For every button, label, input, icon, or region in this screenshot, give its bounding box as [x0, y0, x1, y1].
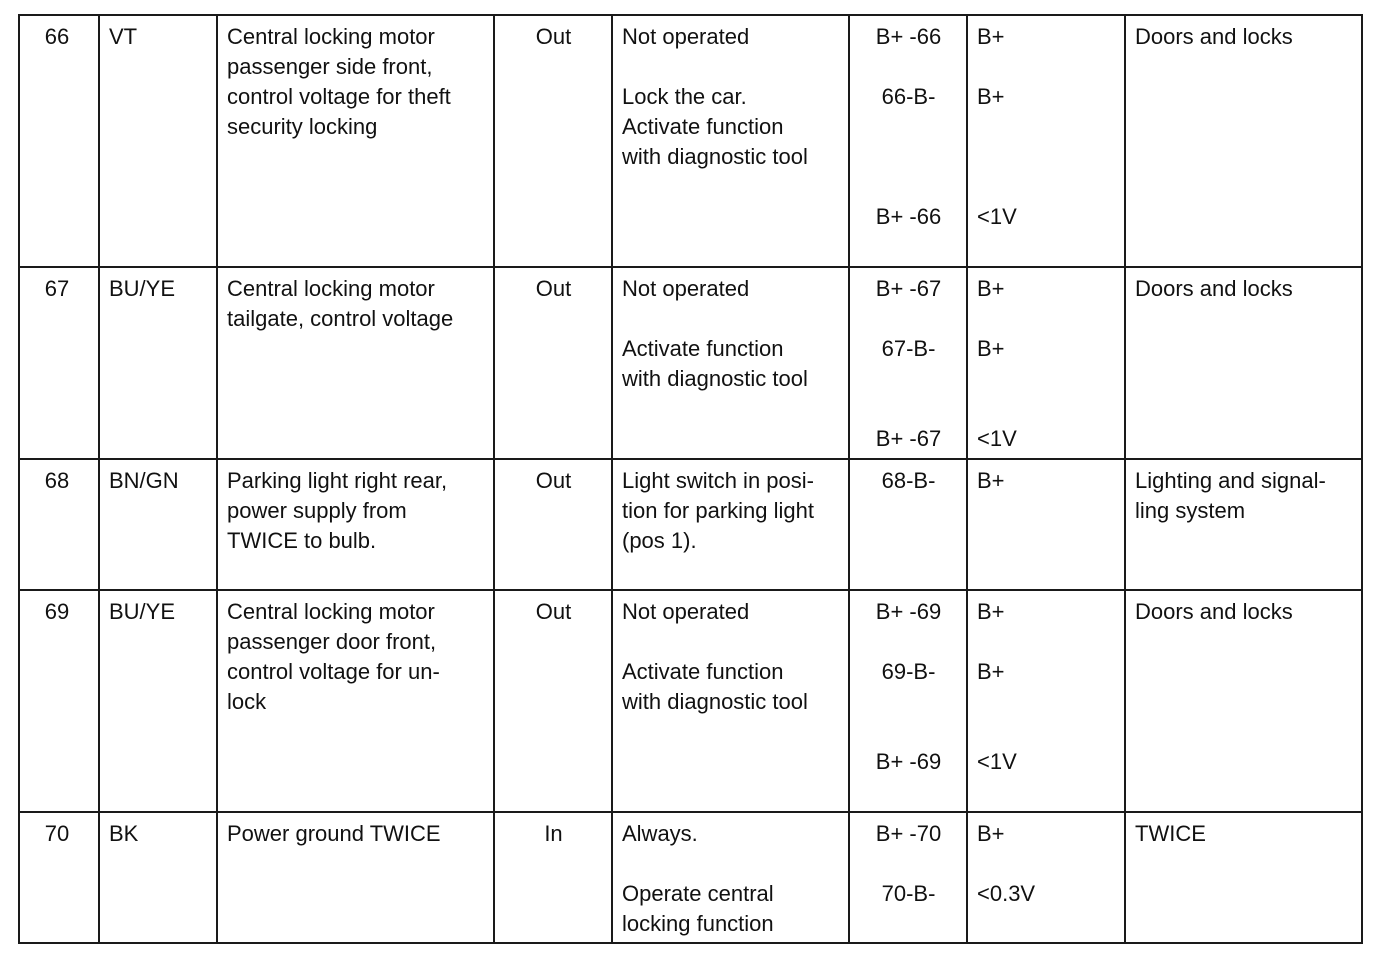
nominal-value: B+ [977, 659, 1005, 684]
nominal-value: B+ [977, 599, 1005, 624]
system-name: Doors and locks [1135, 276, 1293, 301]
nominal-value [977, 52, 1116, 82]
table-row [19, 267, 1362, 459]
description-line: lock [227, 689, 267, 714]
nominal-value [977, 394, 1116, 424]
description-line: Central locking motor [227, 599, 435, 624]
measure-point: B+ -69 [875, 749, 942, 774]
measure-cell [849, 267, 967, 459]
nominal-value: <1V [977, 749, 1017, 774]
nominal-value: B+ [977, 468, 1005, 493]
nominal-value: B+ [977, 821, 1005, 846]
system-name: TWICE [1135, 821, 1206, 846]
direction: Out [535, 599, 572, 624]
direction: Out [535, 276, 572, 301]
description-line: security locking [227, 114, 378, 139]
condition-line: Operate central [622, 881, 774, 906]
wire-color: VT [109, 24, 138, 49]
measure-cell [849, 15, 967, 267]
condition-line: Light switch in posi- [622, 468, 814, 493]
value-cell [967, 812, 1125, 943]
direction-cell [494, 812, 612, 943]
measure-point: B+ -69 [875, 599, 942, 624]
value-cell [967, 590, 1125, 812]
value-cell [967, 459, 1125, 590]
direction: In [544, 821, 563, 846]
measure-point [859, 849, 958, 879]
nominal-value: <1V [977, 426, 1017, 451]
condition-line: Not operated [622, 599, 750, 624]
wire-color: BU/YE [109, 276, 176, 301]
condition-line: Not operated [622, 24, 750, 49]
measure-point: B+ -66 [875, 204, 942, 229]
nominal-value: B+ [977, 276, 1005, 301]
nominal-value [977, 172, 1116, 202]
description-cell [217, 459, 494, 590]
measure-point: 68-B- [881, 468, 936, 493]
measure-point [859, 142, 958, 172]
measure-cell [849, 459, 967, 590]
condition-line [622, 849, 840, 879]
direction-cell [494, 15, 612, 267]
measure-cell [849, 590, 967, 812]
system-cell [1125, 15, 1362, 267]
condition-line [622, 627, 840, 657]
system-name: Lighting and signal- [1135, 468, 1326, 493]
table-row [19, 15, 1362, 267]
condition-line: Activate function [622, 336, 784, 361]
system-name: Doors and locks [1135, 599, 1293, 624]
direction-cell [494, 267, 612, 459]
nominal-value: <0.3V [977, 881, 1036, 906]
table-row [19, 590, 1362, 812]
pin-table [18, 14, 1363, 944]
description-line: control voltage for un- [227, 659, 440, 684]
system-name: ling system [1135, 498, 1246, 523]
wire-color-cell [99, 267, 217, 459]
condition-line [622, 52, 840, 82]
measure-point [859, 717, 958, 747]
nominal-value [977, 687, 1116, 717]
measure-point [859, 687, 958, 717]
condition-line [622, 304, 840, 334]
pin-cell [19, 15, 99, 267]
description-line: Central locking motor [227, 24, 435, 49]
pin-cell [19, 812, 99, 943]
description-line: Central locking motor [227, 276, 435, 301]
wire-color: BU/YE [109, 599, 176, 624]
nominal-value: B+ [977, 336, 1005, 361]
measure-point: B+ -70 [875, 821, 942, 846]
condition-line: Lock the car. [622, 84, 747, 109]
wire-color-cell [99, 812, 217, 943]
condition-line: Activate function [622, 659, 784, 684]
pin-number: 70 [44, 821, 70, 846]
system-cell [1125, 267, 1362, 459]
measure-point [859, 304, 958, 334]
description-line: passenger door front, [227, 629, 437, 654]
measure-cell [849, 812, 967, 943]
condition-cell [612, 812, 849, 943]
wire-color: BN/GN [109, 468, 179, 493]
measure-point: B+ -66 [875, 24, 942, 49]
system-name: Doors and locks [1135, 24, 1293, 49]
system-cell [1125, 459, 1362, 590]
wire-color-cell [99, 15, 217, 267]
measure-point [859, 172, 958, 202]
condition-line: (pos 1). [622, 528, 697, 553]
measure-point: B+ -67 [875, 426, 942, 451]
description-line: passenger side front, [227, 54, 433, 79]
system-cell [1125, 590, 1362, 812]
wire-color: BK [109, 821, 139, 846]
system-cell [1125, 812, 1362, 943]
measure-point: 70-B- [881, 881, 936, 906]
measure-point: 66-B- [881, 84, 936, 109]
pin-number: 69 [44, 599, 70, 624]
description-line: control voltage for theft [227, 84, 451, 109]
nominal-value [977, 112, 1116, 142]
description-cell [217, 590, 494, 812]
condition-cell [612, 459, 849, 590]
condition-line: Activate function [622, 114, 784, 139]
measure-point [859, 394, 958, 424]
nominal-value: <1V [977, 204, 1017, 229]
pin-cell [19, 590, 99, 812]
measure-point [859, 627, 958, 657]
measure-point: 69-B- [881, 659, 936, 684]
nominal-value [977, 364, 1116, 394]
table-row [19, 812, 1362, 943]
direction: Out [535, 24, 572, 49]
condition-cell [612, 267, 849, 459]
condition-line: with diagnostic tool [622, 144, 808, 169]
description-cell [217, 267, 494, 459]
description-cell [217, 812, 494, 943]
condition-line: locking function [622, 911, 774, 936]
pin-cell [19, 267, 99, 459]
measure-point: 67-B- [881, 336, 936, 361]
direction-cell [494, 459, 612, 590]
pin-number: 66 [44, 24, 70, 49]
measure-point [859, 112, 958, 142]
condition-line: Always. [622, 821, 698, 846]
nominal-value [977, 849, 1116, 879]
value-cell [967, 267, 1125, 459]
nominal-value [977, 142, 1116, 172]
wire-color-cell [99, 590, 217, 812]
description-line: Parking light right rear, [227, 468, 448, 493]
description-line: Power ground TWICE [227, 821, 441, 846]
nominal-value [977, 717, 1116, 747]
nominal-value: B+ [977, 24, 1005, 49]
table-row [19, 459, 1362, 590]
description-line: tailgate, control voltage [227, 306, 454, 331]
description-line: power supply from [227, 498, 407, 523]
nominal-value [977, 627, 1116, 657]
condition-cell [612, 15, 849, 267]
pin-number: 68 [44, 468, 70, 493]
wire-color-cell [99, 459, 217, 590]
condition-line: with diagnostic tool [622, 689, 808, 714]
measure-point [859, 52, 958, 82]
condition-cell [612, 590, 849, 812]
nominal-value [977, 304, 1116, 334]
measure-point [859, 364, 958, 394]
direction-cell [494, 590, 612, 812]
measure-point: B+ -67 [875, 276, 942, 301]
condition-line: with diagnostic tool [622, 366, 808, 391]
pin-number: 67 [44, 276, 70, 301]
pin-cell [19, 459, 99, 590]
nominal-value: B+ [977, 84, 1005, 109]
direction: Out [535, 468, 572, 493]
value-cell [967, 15, 1125, 267]
description-line: TWICE to bulb. [227, 528, 377, 553]
condition-line: tion for parking light [622, 498, 814, 523]
condition-line: Not operated [622, 276, 750, 301]
description-cell [217, 15, 494, 267]
